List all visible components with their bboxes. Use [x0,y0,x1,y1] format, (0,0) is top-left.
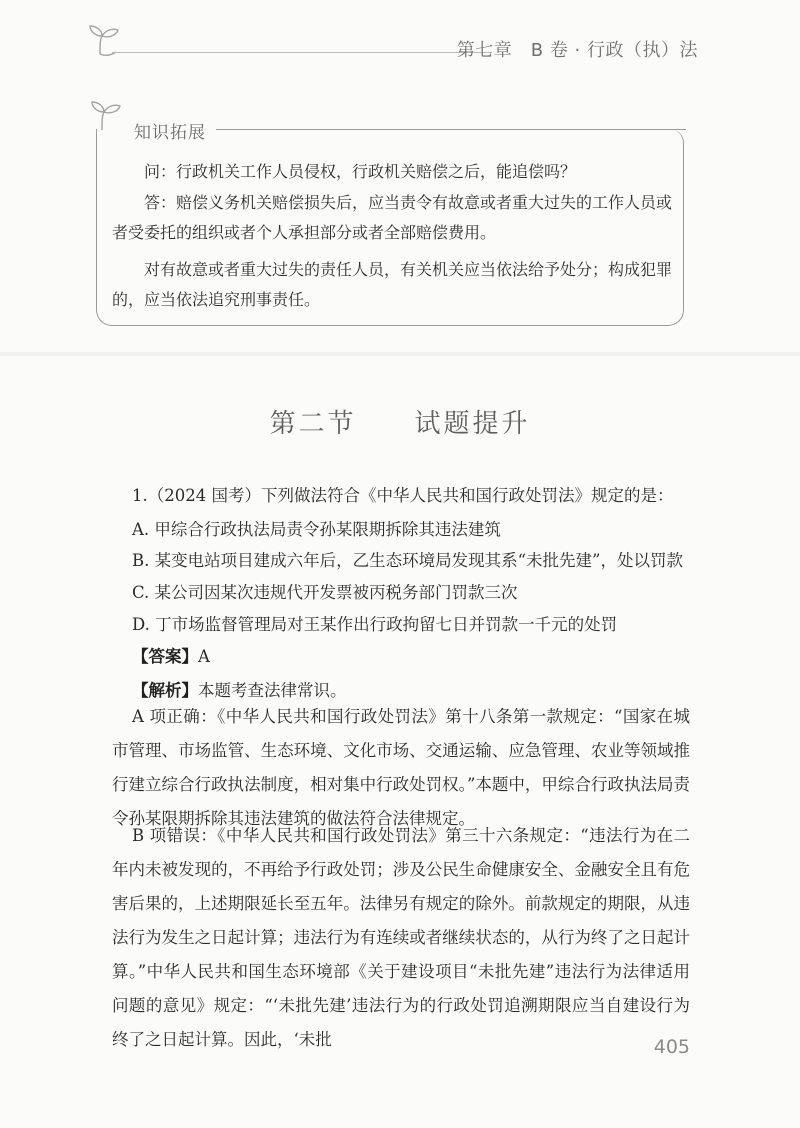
knowledge-note: 对有故意或者重大过失的责任人员，有关机关应当依法给予处分；构成犯罪的，应当依法追究刑事责任。 [112,260,673,309]
knowledge-question: 问：行政机关工作人员侵权，行政机关赔偿之后，能追偿吗？ [144,162,577,181]
knowledge-answer: 答：赔偿义务机关赔偿损失后，应当责令有故意或者重大过失的工作人员或者受委托的组织或者个人承担部分或者全部赔偿费用。 [112,193,673,242]
analysis-label: 【解析】 [132,681,198,700]
page-number: 405 [653,1036,690,1058]
option-d: D. 丁市场监督管理局对王某作出行政拘留七日并罚款一千元的处罚 [132,615,618,634]
option-c: C. 某公司因某次违规代开发票被丙税务部门罚款三次 [132,583,518,602]
option-b: B. 某变电站项目建成六年后，乙生态环境局发现其系“未批先建”，处以罚款 [132,551,683,570]
running-header [0,0,800,70]
header-rule [112,52,492,53]
answer-label: 【答案】 [132,647,198,666]
analysis-intro: 本题考查法律常识。 [198,681,347,700]
analysis-paragraph-a: A 项正确：《中华人民共和国行政处罚法》第十八条第一款规定：“国家在城市管理、市场监管、生态环境、文化市场、交通运输、应急管理、农业等领域推行建立综合行政执法制度，相对集中行政处罚权。”本题中，甲综合行政执法局责令孙某限期拆除其违法建筑的做法符合法律规定。 [112,707,690,828]
analysis-line [132,677,347,701]
answer-line [132,643,210,667]
analysis-paragraph-b: B 项错误：《中华人民共和国行政处罚法》第三十六条规定：“违法行为在二年内未被发现的，不再给予行政处罚；涉及公民生命健康安全、金融安全且有危害后果的，上述期限延长至五年。法律另有规定的除外。前款规定的期限，从违法行为发生之日起计算；违法行为有连续或者继续状态的，从行为终了之日起计算。”中华人民共和国生态环境部《关于建设项目“未批先建”违法行为法律适用问题的意见》规定：“‘未批先建’违法行为的行政处罚追溯期限应当自建设行为终了之日起计算。因此，‘未批 [112,826,690,1049]
section-title: 第二节 试题提升 [269,409,531,439]
option-a: A. 甲综合行政执法局责令孙某限期拆除其违法建筑 [132,520,501,539]
knowledge-box-title: 知识拓展 [134,123,206,143]
chapter-title: 第七章 B 卷 · 行政（执）法 [456,40,698,61]
question-stem: 1.（2024 国考）下列做法符合《中华人民共和国行政处罚法》规定的是： [132,486,674,505]
answer-value: A [198,647,210,666]
page-divider [0,352,800,356]
